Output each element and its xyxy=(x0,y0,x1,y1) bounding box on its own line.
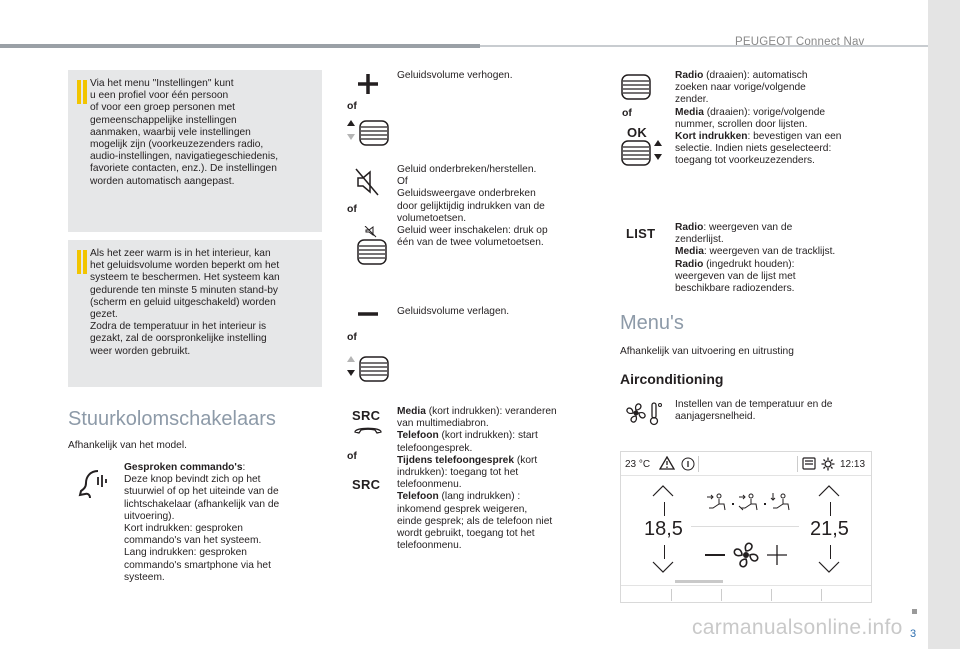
info-note-heat xyxy=(68,240,322,387)
mute-text: Geluid onderbreken/herstellen. Of Geluidsweergave onderbreken door gelijktijdig indrukken van de volumetoetsen. Geluid weer inschakelen: druk op één van de twee volumetoetsen. xyxy=(397,164,548,249)
minus-icon xyxy=(354,308,382,320)
volume-up-text: Geluidsvolume verhogen. xyxy=(397,70,513,81)
or-label: of xyxy=(347,203,357,215)
left-temperature[interactable]: 18,5 xyxy=(644,518,683,540)
screen-bottom-bar xyxy=(621,585,871,603)
ok-text: Radio (draaien): automatisch zoeken naar vorige/volgende zender. Media (draaien): vorige/volgende nummer, scrollen door lijsten. Kort indrukken: bevestigen van een selectie. Indien niets geselecteerd: toegang tot voorkeuzezenders. xyxy=(675,70,842,167)
plus-icon xyxy=(354,70,382,98)
outside-temperature: 23 °C xyxy=(625,459,651,470)
subsection-title-aircon: Airconditioning xyxy=(620,371,724,387)
thumbwheel-mute-icon xyxy=(354,226,390,266)
aircon-text: Instellen van de temperatuur en de aanjagersnelheid. xyxy=(675,399,833,423)
end-of-page-marker xyxy=(912,609,917,614)
thumbwheel-down-icon xyxy=(346,354,390,384)
fan-level-indicator xyxy=(675,580,723,583)
note-text: Via het menu "Instellingen" kunt u een profiel voor één persoon of voor een groep personen met gemeenschappelijke instellingen aanmaken, waarbij vele instellingen mogelijk zijn (voorkeuzezenders radio, audio-instellingen, navigatiegeschiedenis, favoriete contacten, enz.). De instellingen worden automatisch aangepast. xyxy=(90,78,279,187)
or-label: of xyxy=(347,100,357,112)
list-text: Radio: weergeven van de zenderlijst. Media: weergeven van de tracklijst. Radio (ingedrukt houden): weergeven van de lijst met beschikbare radiozenders. xyxy=(675,222,836,295)
info-note-profiles xyxy=(68,70,322,232)
or-label: of xyxy=(622,107,632,119)
section-subtitle-menus: Afhankelijk van uitvoering en uitrusting xyxy=(620,346,794,357)
right-temperature[interactable]: 21,5 xyxy=(810,518,849,540)
section-subtitle-stuur: Afhankelijk van het model. xyxy=(68,440,187,451)
src-text: Media (kort indrukken): veranderen van multimediabron. Telefoon (kort indrukken): start telefoongesprek. Tijdens telefoongesprek (kort indrukken): toegang tot het telefoonmenu. Telefoon (lang indrukken) : inkomend gesprek weigeren, einde gesprek; als de telefoon niet wordt gebruikt, toegang tot het telefoonmenu. xyxy=(397,406,557,552)
airflow-feet-icon[interactable] xyxy=(769,492,793,514)
page-edge-band xyxy=(928,0,960,649)
voice-command-icon xyxy=(76,467,110,501)
voice-command-description: Gesproken commando's: Deze knop bevindt zich op het stuurwiel of op het uiteinde van de lichtschakelaar (afhankelijk van de uitvoering). Kort indrukken: gesproken commando's van het systeem. Lang indrukken: gesproken commando's smartphone via het systeem. xyxy=(124,462,280,583)
climate-fan-thermometer-icon xyxy=(624,400,664,426)
src-button-label: SRC xyxy=(352,477,381,492)
left-temp-down-chevron-icon[interactable] xyxy=(651,560,675,574)
or-label: of xyxy=(347,331,357,343)
settings-gear-icon[interactable] xyxy=(821,457,835,471)
watermark: carmanualsonline.info xyxy=(692,616,903,639)
right-temp-up-chevron-icon[interactable] xyxy=(817,484,841,498)
running-header: PEUGEOT Connect Nav xyxy=(735,36,865,48)
list-button-label: LIST xyxy=(626,226,656,241)
right-temp-down-chevron-icon[interactable] xyxy=(817,560,841,574)
climate-screen xyxy=(620,451,872,603)
airflow-face-feet-icon[interactable] xyxy=(737,492,761,514)
screen-status-bar xyxy=(621,452,871,476)
page-number: 3 xyxy=(910,628,917,640)
voice-status-icon[interactable] xyxy=(681,457,695,471)
note-text: Als het zeer warm is in het interieur, kan het geluidsvolume worden beperkt om het systeem te beschermen. Het systeem kan gedurende ten minste 5 minuten stand-by (scherm en geluid uitgeschakeld) worden gezet. Zodra de temperatuur in het interieur is gezakt, zal de oorspronkelijke instelling weer worden gebruikt. xyxy=(90,248,280,357)
rotary-wheel-updown-icon xyxy=(620,138,666,168)
fan-icon[interactable] xyxy=(731,540,761,570)
volume-down-text: Geluidsvolume verlagen. xyxy=(397,306,510,317)
info-mark-icon xyxy=(77,250,81,274)
rotary-wheel-icon xyxy=(620,72,664,102)
airflow-face-icon[interactable] xyxy=(705,492,729,514)
fan-speed-minus-icon[interactable] xyxy=(705,554,725,556)
fan-speed-plus-icon[interactable] xyxy=(766,544,788,566)
clock: 12:13 xyxy=(840,459,866,470)
warning-icon[interactable] xyxy=(659,456,675,470)
phone-handset-icon xyxy=(353,424,383,436)
ok-button-label: OK xyxy=(627,125,648,140)
phone-status-icon[interactable] xyxy=(802,457,816,470)
src-button-label: SRC xyxy=(352,408,381,423)
info-mark-icon xyxy=(77,80,81,104)
left-temp-up-chevron-icon[interactable] xyxy=(651,484,675,498)
section-title-stuur: Stuurkolomschakelaars xyxy=(68,408,276,430)
header-rule-dark xyxy=(0,44,480,48)
or-label: of xyxy=(347,450,357,462)
thumbwheel-up-icon xyxy=(346,118,390,148)
section-title-menus: Menu's xyxy=(620,312,684,334)
speaker-mute-icon xyxy=(354,167,380,197)
